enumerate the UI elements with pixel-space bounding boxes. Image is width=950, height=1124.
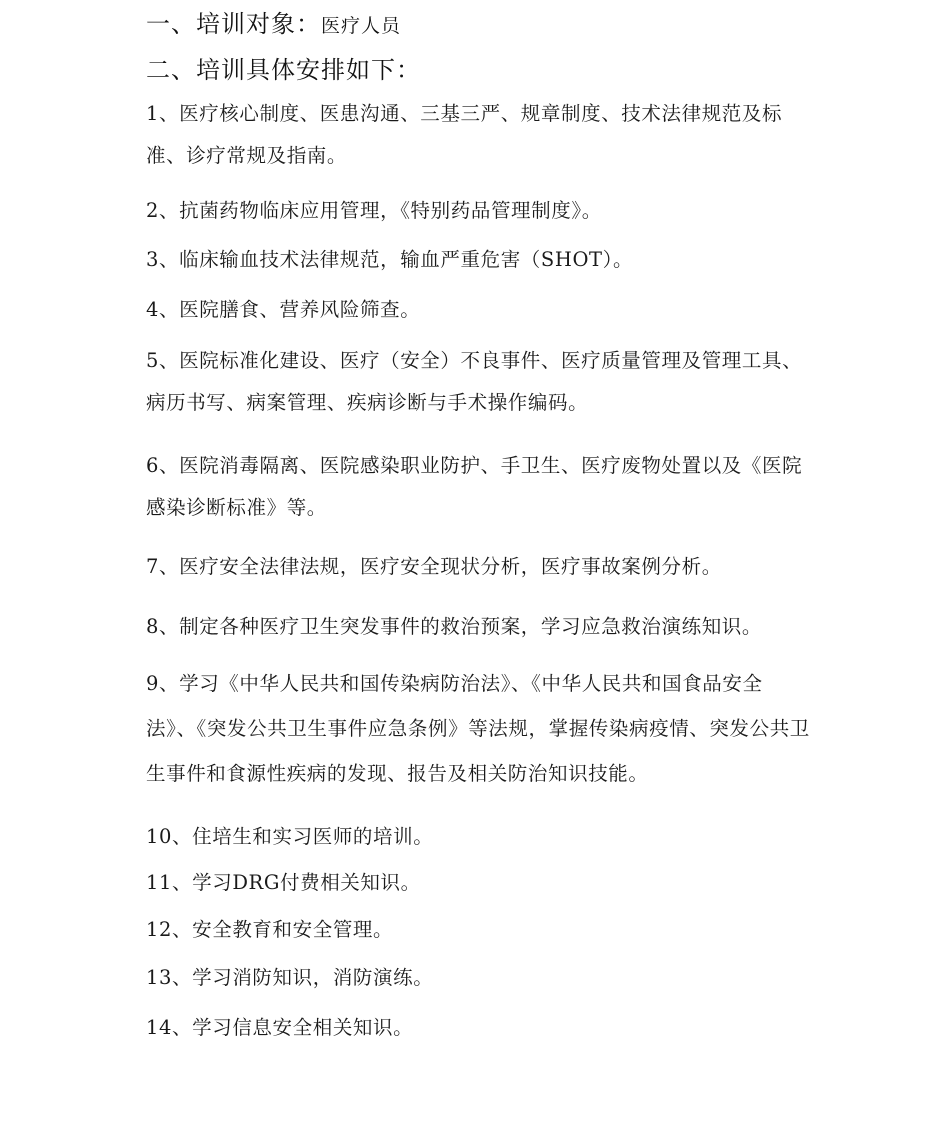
list-item-9: 9、学习《中华人民共和国传染病防治法》、《中华人民共和国食品安全法》、《突发公共卫生事件应急条例》等法规，掌握传染病疫情、突发公共卫生事件和食源性疾病的发现、报告及相关防治知识技能。 [146,672,810,785]
training-target-label: 一、培训对象： [146,10,321,38]
list-item-13: 13、学习消防知识，消防演练。 [146,966,434,989]
list-item-6: 6、医院消毒隔离、医院感染职业防护、手卫生、医疗废物处置以及《医院感染诊断标准》等。 [146,454,803,519]
list-item-11: 11、学习DRG付费相关知识。 [146,871,421,894]
training-target-value: 医疗人员 [321,15,402,37]
list-item-7: 7、医疗安全法律法规，医疗安全现状分析，医疗事故案例分析。 [146,555,722,578]
list-item-4: 4、医院膳食、营养风险筛查。 [146,298,421,321]
list-item-8: 8、制定各种医疗卫生突发事件的救治预案，学习应急救治演练知识。 [146,615,763,638]
training-schedule-heading: 二、培训具体安排如下： [146,56,421,84]
list-item-1: 1、医疗核心制度、医患沟通、三基三严、规章制度、技术法律规范及标准、诊疗常规及指南。 [146,102,783,167]
training-target-heading [146,4,401,39]
list-item-14: 14、学习信息安全相关知识。 [146,1016,414,1039]
list-item-3: 3、临床输血技术法律规范，输血严重危害（SHOT）。 [146,248,634,271]
list-item-2: 2、抗菌药物临床应用管理，《特别药品管理制度》。 [146,199,602,222]
list-item-5: 5、医院标准化建设、医疗（安全）不良事件、医疗质量管理及管理工具、病历书写、病案管理、疾病诊断与手术操作编码。 [146,349,803,414]
list-item-12: 12、安全教育和安全管理。 [146,918,394,941]
list-item-10: 10、住培生和实习医师的培训。 [146,825,434,848]
